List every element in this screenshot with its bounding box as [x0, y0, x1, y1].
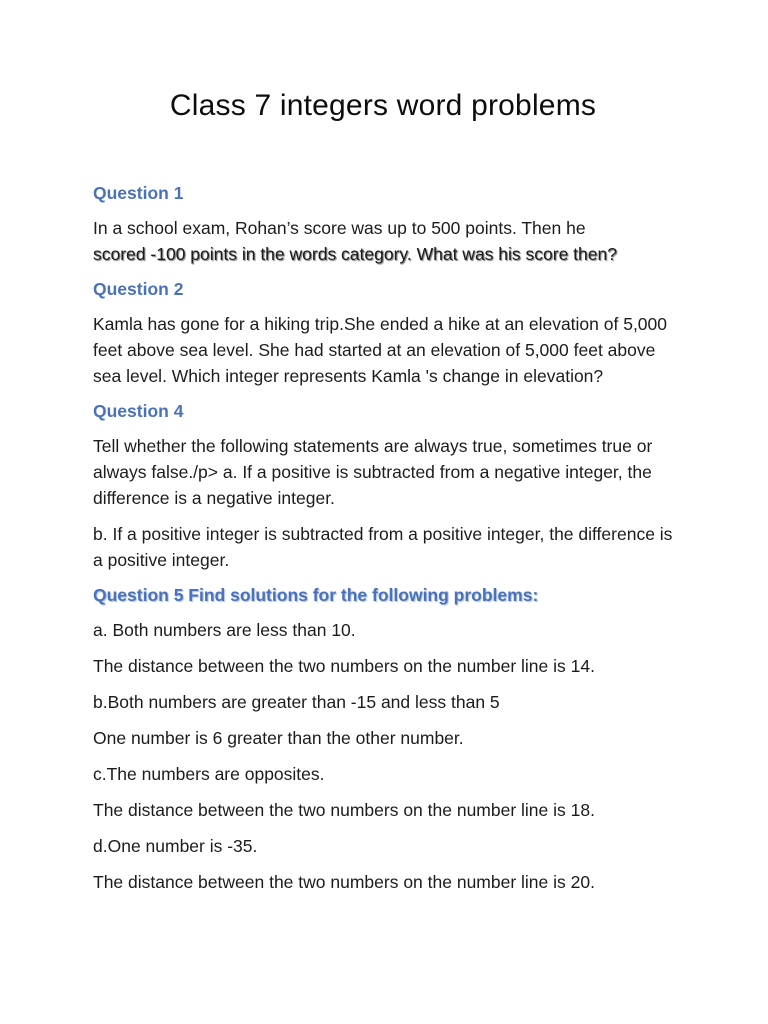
- question-2-heading: Question 2: [93, 279, 184, 299]
- question-1-body: [93, 215, 673, 267]
- question-4-body-b: b. If a positive integer is subtracted from a positive integer, the difference is a positive integer.: [93, 524, 673, 570]
- question-5-item-c-distance: The distance between the two numbers on the number line is 18.: [93, 800, 595, 820]
- question-1-text-emphasized: scored -100 points in the words category. What was his score then?: [93, 244, 617, 264]
- question-5-heading: Question 5 Find solutions for the following problems:: [93, 585, 539, 605]
- question-5-item-a-distance: The distance between the two numbers on the number line is 14.: [93, 656, 595, 676]
- question-1-heading: Question 1: [93, 183, 184, 203]
- question-4-heading: Question 4: [93, 401, 184, 421]
- question-5-item-d-distance: The distance between the two numbers on the number line is 20.: [93, 872, 595, 892]
- question-2-body: Kamla has gone for a hiking trip.She ended a hike at an elevation of 5,000 feet above sea level. She had started at an elevation of 5,000 feet above sea level. Which integer represents Kamla 's change in elevation?: [93, 314, 668, 386]
- question-5-item-a: a. Both numbers are less than 10.: [93, 620, 356, 640]
- question-5-item-b-detail: One number is 6 greater than the other number.: [93, 728, 464, 748]
- question-4-body-a: Tell whether the following statements are always true, sometimes true or always false./p> a. If a positive is subtracted from a negative integer, the difference is a negative integer.: [93, 436, 653, 508]
- question-1-text-normal: In a school exam, Rohan’s score was up to 500 points. Then he: [93, 218, 586, 238]
- page-title: Class 7 integers word problems: [169, 89, 597, 122]
- question-5-item-c: c.The numbers are opposites.: [93, 764, 325, 784]
- question-5-item-d: d.One number is -35.: [93, 836, 258, 856]
- question-5-item-b: b.Both numbers are greater than -15 and less than 5: [93, 692, 500, 712]
